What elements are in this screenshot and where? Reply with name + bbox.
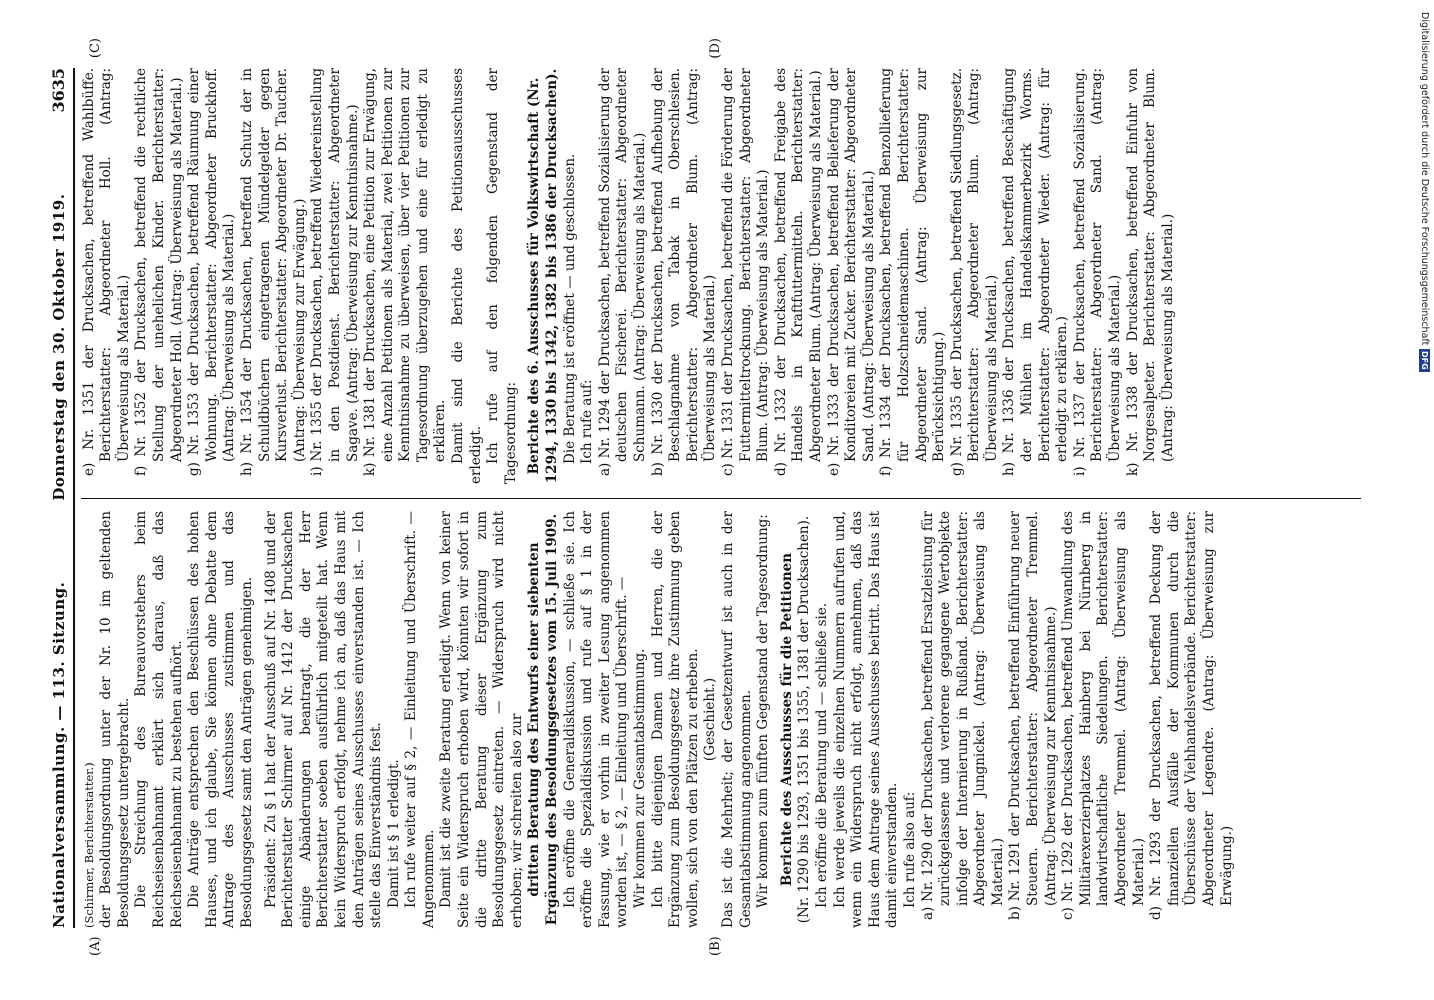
list-item: b) Nr. 1291 der Drucksachen, betreffend Einführung neuer Steuern. Berichterstatter: Abgeordneter Tremmel. (Antrag: Überweisung zur Kenntnisnahme.)	[1007, 511, 1059, 920]
list-item: d) Nr. 1332 der Drucksachen, betreffend Freigabe des Handels in Kraftfuttermitteln. Berichterstatter: Abgeordneter Blum. (Antrag: Überweisung als Material.)	[772, 68, 824, 476]
right-column	[81, 68, 1361, 498]
list-item: c) Nr. 1292 der Drucksachen, betreffend Umwandlung des Militärexerzierplatzes Hainberg bei Nürnberg in landwirtschaftliche Siedelungen. Berichterstatter: Abgeordneter Tremmel. (Antrag: Überweisung als Material.)	[1060, 511, 1147, 920]
list-item: f) Nr. 1334 der Drucksachen, betreffend Benzollieferung für Holzschneidemaschinen. Berichterstatter: Abgeordneter Sand. (Antrag: Überweisung zur Berücksichtigung.)	[878, 68, 948, 476]
paragraph: (Nr. 1290 bis 1293, 1351 bis 1355, 1381 der Drucksachen).	[796, 515, 813, 924]
list-item: c) Nr. 1331 der Drucksachen, betreffend die Förderung der Futtermitteltrocknung. Berichterstatter: Abgeordneter Blum. (Antrag: Überweisung als Material.)	[719, 68, 772, 476]
paragraph: Damit ist § 1 erledigt.	[385, 759, 402, 908]
margin-marker-b: (B)	[707, 936, 723, 956]
margin-marker-c: (C)	[87, 38, 103, 59]
list-item: h) Nr. 1336 der Drucksachen, betreffend Beschäftigung der Mühlen im Handelskammerbezirk Worms. Berichterstatter: Abgeordneter Wieder. (Antrag: für erledigt zu erklären.)	[1001, 68, 1071, 476]
digitization-text: Digitalisierung gefördert durch die Deutsche Forschungsgemeinschaft	[1419, 12, 1430, 346]
page-header	[50, 68, 75, 928]
margin-marker-d: (D)	[707, 38, 723, 59]
paragraph: Die Anträge entsprechen den Beschlüssen des hohen Hauses, und ich glaube, Sie können ohne Debatte dem Antrage des Ausschusses zustimmen und das Besoldungsgesetz samt den Anträgen genehmigen.	[186, 511, 255, 928]
margin-marker-a: (A)	[87, 936, 103, 956]
list-item: e) Nr. 1333 der Drucksachen, betreffend Belieferung der Konditoreien mit Zucker. Berichterstatter: Abgeordneter Sand. (Antrag: Überweisung als Material.)	[825, 68, 877, 476]
section-heading: Berichte des Ausschusses für die Petitionen	[778, 552, 795, 887]
paragraph: Wir kommen zum fünften Gegenstand der Tagesordnung:	[755, 514, 772, 908]
list-item: d) Nr. 1293 der Drucksachen, betreffend Deckung der finanziellen Ausfälle der Kommunen durch die Überschüsse der Viehhandelsverbände. Berichterstatter: Abgeordneter Legendre. (Antrag: Überweisung zur Erwägung.)	[1148, 511, 1235, 920]
paragraph: Ich rufe auf:	[579, 379, 596, 464]
paragraph: der Besoldungsordnung unter der Nr. 10 im geltenden Besoldungsgesetz untergebracht.	[98, 511, 132, 928]
list-item: i) Nr. 1337 der Drucksachen, betreffend Sozialisierung. Berichterstatter: Abgeordneter Sand. (Antrag: Überweisung als Material.)	[1071, 68, 1124, 476]
paragraph: Das ist die Mehrheit; der Gesetzentwurf ist auch in der Gesamtabstimmung angenommen.	[719, 511, 754, 928]
president-paragraph: Präsident: Zu § 1 hat der Ausschuß auf Nr. 1408 und der Berichterstatter Schirmer auf Nr. 1412 der Drucksachen einige Abänderungen beantragt, die der Herr Berichterstatter soeben ausführlich mitgeteilt hat. Wenn kein Widerspruch erfolgt, nehme ich an, daß das Haus mit den Anträgen seines Ausschusses einverstanden ist. — Ich stelle das Einverständnis fest.	[262, 511, 385, 928]
dfg-logo: DFG	[1420, 351, 1429, 370]
paragraph: Damit ist die zweite Beratung erledigt. Wenn von keiner Seite ein Widerspruch erhoben wird, könnten wir sofort in die dritte Beratung dieser Ergänzung zum Besoldungsgesetz eintreten. — Widerspruch wird nicht erhoben; wir schreiten also zur	[438, 511, 525, 928]
paragraph: Wir kommen zur Gesamtabstimmung.	[632, 648, 648, 908]
list-item: a) Nr. 1290 der Drucksachen, betreffend Ersatzleistung für zurückgelassene und verlorene gegangene Wertobjekte infolge der Internierung in Rußland. Berichterstatter: Abgeordneter Jungnickel. (Antrag: Überweisung als Material.)	[919, 511, 1006, 920]
paragraph: Ich werde jeweils die einzelnen Nummern aufrufen und, wenn ein Widerspruch nicht erfolgt, annehmen, daß das Haus dem Antrage seines Ausschusses beitritt. Das Haus ist damit einverstanden.	[831, 511, 901, 928]
left-column	[81, 498, 1361, 928]
paragraph: Die Streichung des Bureauvorstehers beim Reichseisenbahnamt erklärt sich daraus, daß das Reichseisenbahnamt zu bestehen aufhört.	[133, 511, 185, 928]
paragraph: Ich bitte diejenigen Damen und Herren, die der Ergänzung zum Besoldungsgesetz ihre Zustimmung geben wollen, sich von den Plätzen zu erheben.	[649, 511, 701, 928]
list-item: h) Nr. 1354 der Drucksachen, betreffend Schutz der in Schuldbüchern eingetragenen Mündelgelder gegen Kursverlust. Berichterstatter: Abgeordneter Dr. Taucher. (Antrag: Überweisung zur Erwägung.)	[238, 68, 308, 476]
rotated-page	[32, 32, 1382, 968]
paragraph: Damit sind die Berichte des Petitionsausschusses erledigt.	[450, 68, 484, 484]
paragraph: Ich rufe weiter auf § 2, — Einleitung und Überschrift. — Angenommen.	[403, 511, 437, 928]
paragraph: Die Beratung ist eröffnet — und geschlossen.	[561, 153, 578, 464]
paragraph: (Geschieht.)	[702, 677, 719, 762]
list-item: k) Nr. 1338 der Drucksachen, betreffend Einfuhr von Norgesalpeter. Berichterstatter: Abgeordneter Blum. (Antrag: Überweisung als Material.)	[1124, 68, 1176, 476]
list-item: e) Nr. 1351 der Drucksachen, betreffend Wahlbüffe. Berichterstatter: Abgeordneter Holl. (Antrag: Überweisung als Material.)	[80, 68, 132, 476]
list-item: g) Nr. 1335 der Drucksachen, betreffend Siedlungsgesetz. Berichterstatter: Abgeordneter Blum. (Antrag: Überweisung als Material.)	[948, 68, 1000, 476]
speaker-note: (Schirmer, Berichterstatter.)	[81, 762, 96, 928]
list-item: f) Nr. 1352 der Drucksachen, betreffend die rechtliche Stellung der unehelichen Kinder. Berichterstatter: Abgeordneter Holl. (Antrag: Überweisung als Material.)	[133, 68, 185, 476]
digitization-note	[1419, 12, 1430, 372]
paragraph: Ich eröffne die Generaldiskussion, — schließe sie. Ich eröffne die Spezialdiskussion und rufe auf § 1 in der Fassung, wie er vorhin in zweiter Lesung angenommen worden ist, — § 2, — Einleitung und Überschrift. —	[561, 511, 631, 928]
page-number: 3635	[49, 68, 68, 113]
list-item: i) Nr. 1355 der Drucksachen, betreffend Wiedereinstellung in den Postdienst. Berichterstatter: Abgeordneter Sagave. (Antrag: Überweisung zur Kenntnisnahme.)	[309, 68, 361, 476]
header-title-left: Nationalversammlung. — 113. Sitzung.	[50, 581, 68, 928]
header-title-center: Donnerstag den 30. Oktober 1919.	[50, 193, 68, 501]
list-item: b) Nr. 1330 der Drucksachen, betreffend Aufhebung der Beschlagnahme von Tabak in Oberschlesien. Berichterstatter: Abgeordneter Blum. (Antrag: Überweisung als Material.)	[649, 68, 719, 476]
paragraph: Ich rufe auf den folgenden Gegenstand der Tagesordnung:	[485, 68, 519, 484]
list-item: k) Nr. 1381 der Drucksachen, eine Petition zur Erwägung, eine Anzahl Petitionen als Material, zwei Petitionen zur Kenntnisnahme zu überweisen, über vier Petitionen zur Tagesordnung überzugehen und eine für erledigt zu erklären.	[362, 68, 449, 476]
section-heading: Berichte des 6. Ausschusses für Volkswirtschaft (Nr. 1294, 1330 bis 1342, 1382 bis 1386 der Drucksachen).	[526, 68, 561, 484]
list-item: g) Nr. 1353 der Drucksachen, betreffend Räumung einer Wohnung. Berichterstatter: Abgeordneter Bruckhoff. (Antrag: Überweisung als Material.)	[186, 68, 238, 476]
list-item: a) Nr. 1294 der Drucksachen, betreffend Sozialisierung der deutschen Fischerei. Berichterstatter: Abgeordneter Schumann. (Antrag: Überweisung als Material.)	[596, 68, 648, 476]
text-columns	[80, 38, 1361, 956]
paragraph: Ich rufe also auf:	[901, 791, 918, 908]
paragraph: Ich eröffne die Beratung und — schließe sie.	[813, 602, 830, 908]
section-heading: dritten Beratung des Entwurfs einer siebenten Ergänzung des Besoldungsgesetzes vom 15. Juli 1909.	[526, 513, 561, 926]
